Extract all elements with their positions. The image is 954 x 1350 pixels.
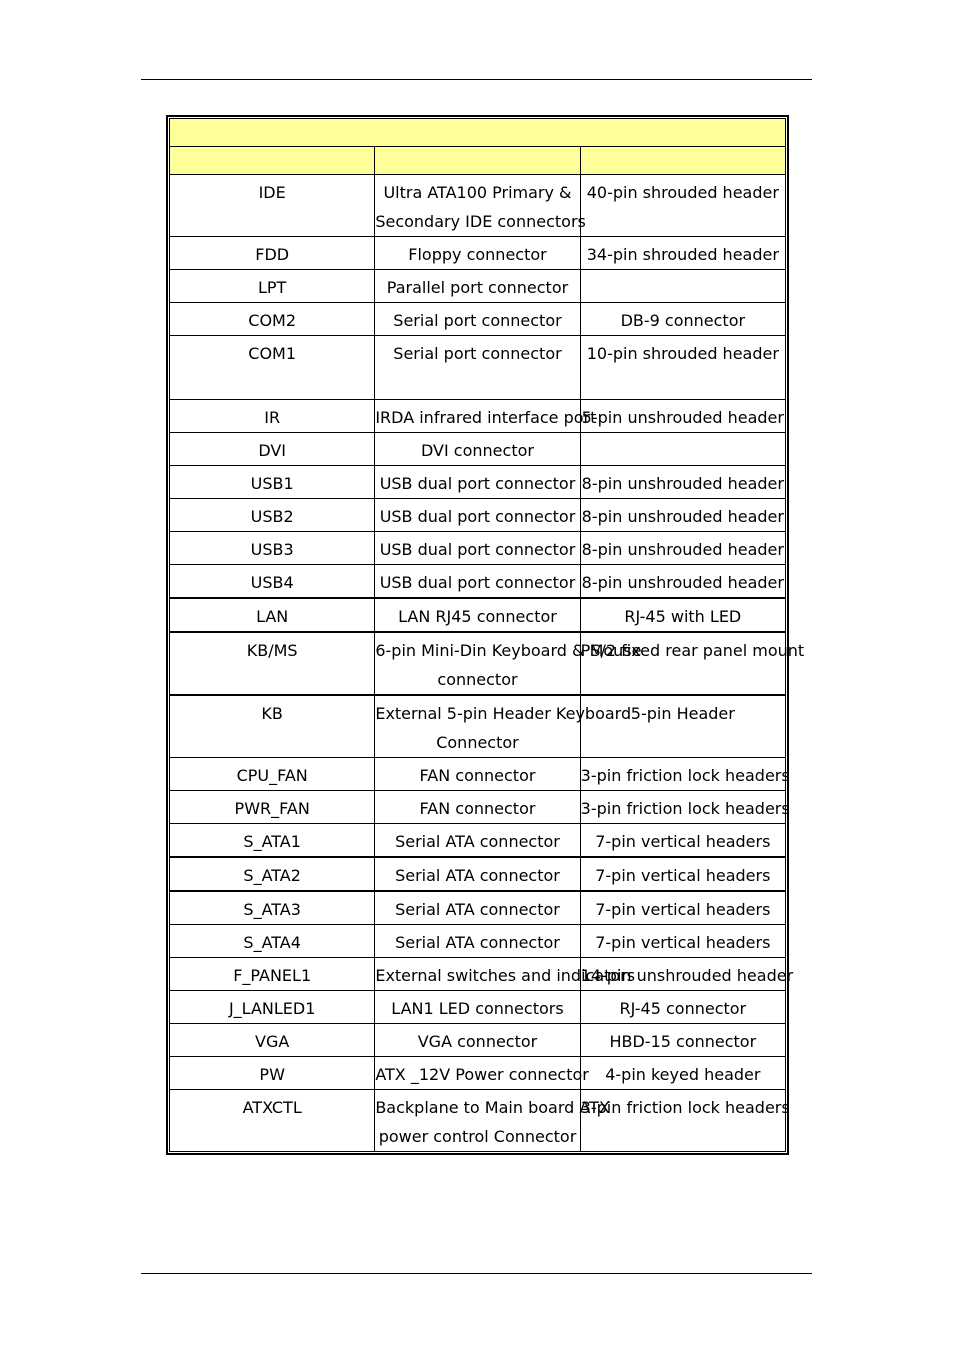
- table-row: [170, 891, 786, 925]
- table-row: [170, 466, 786, 499]
- connector-name: S_ATA4: [170, 925, 375, 958]
- table-title-row: [170, 119, 786, 147]
- table-row: [170, 565, 786, 599]
- connector-type: 5-pin Header: [580, 695, 785, 758]
- connector-function: [375, 632, 642, 695]
- connector-type: 3-pin friction lock headers: [580, 758, 785, 791]
- table-row: [170, 824, 786, 858]
- connector-function: FAN connector: [375, 791, 580, 824]
- table-row: [170, 499, 786, 532]
- connector-type: 3-pin friction lock headers: [580, 1090, 785, 1152]
- connector-name: USB4: [170, 565, 375, 599]
- table-row: [170, 598, 786, 632]
- connector-name: DVI: [170, 433, 375, 466]
- header-connector: [170, 147, 375, 175]
- connector-function: LAN RJ45 connector: [375, 598, 580, 632]
- table-row: [170, 433, 786, 466]
- connector-type: 34-pin shrouded header: [580, 237, 785, 270]
- connector-name: USB3: [170, 532, 375, 565]
- connector-function: LAN1 LED connectors: [375, 991, 580, 1024]
- connector-type: 8-pin unshrouded header: [580, 466, 785, 499]
- connector-type: [580, 433, 785, 466]
- table-row: [170, 695, 786, 758]
- connector-function-line: Ultra ATA100 Primary &: [383, 183, 572, 202]
- connector-name: VGA: [170, 1024, 375, 1057]
- table-row: [170, 1024, 786, 1057]
- connector-function: [375, 175, 586, 237]
- header-type: [580, 147, 785, 175]
- connector-name: USB2: [170, 499, 375, 532]
- connector-function: Serial port connector: [375, 336, 580, 400]
- connector-type: [580, 270, 785, 303]
- connector-type: 40-pin shrouded header: [580, 175, 785, 237]
- table-header-row: [170, 147, 786, 175]
- connector-type: 14-pin unshrouded header: [580, 958, 785, 991]
- table-row: [170, 400, 786, 433]
- connector-name: IDE: [170, 175, 375, 237]
- table-row: [170, 958, 786, 991]
- connector-type: 7-pin vertical headers: [580, 857, 785, 891]
- connector-name: F_PANEL1: [170, 958, 375, 991]
- connector-name: LAN: [170, 598, 375, 632]
- connector-type: DB-9 connector: [580, 303, 785, 336]
- connector-function: [375, 695, 632, 758]
- connector-function: Parallel port connector: [375, 270, 580, 303]
- connector-table: [169, 118, 805, 1152]
- connector-type: 10-pin shrouded header: [580, 336, 785, 400]
- connector-function: [375, 1090, 610, 1152]
- connector-function: IRDA infrared interface port: [375, 400, 580, 433]
- connector-type: 4-pin keyed header: [580, 1057, 785, 1090]
- connector-function: USB dual port connector: [375, 565, 580, 599]
- connector-name: USB1: [170, 466, 375, 499]
- connector-type: RJ-45 with LED: [580, 598, 785, 632]
- connector-function: USB dual port connector: [375, 499, 580, 532]
- table-title: [170, 119, 786, 147]
- connector-name: ATXCTL: [170, 1090, 375, 1152]
- connector-type: 7-pin vertical headers: [580, 891, 785, 925]
- connector-type: 8-pin unshrouded header: [580, 565, 785, 599]
- connector-function-line: External 5-pin Header Keyboard: [375, 704, 632, 723]
- connector-name: CPU_FAN: [170, 758, 375, 791]
- connector-name: LPT: [170, 270, 375, 303]
- connector-type: 7-pin vertical headers: [580, 824, 785, 858]
- table-row: [170, 925, 786, 958]
- connector-type: 5-pin unshrouded header: [580, 400, 785, 433]
- connector-function: Floppy connector: [375, 237, 580, 270]
- connector-function: ATX _12V Power connector: [375, 1057, 580, 1090]
- connector-type: 7-pin vertical headers: [580, 925, 785, 958]
- connector-name: S_ATA2: [170, 857, 375, 891]
- table-row: [170, 991, 786, 1024]
- table-row: [170, 1057, 786, 1090]
- connector-name: PWR_FAN: [170, 791, 375, 824]
- connector-name: J_LANLED1: [170, 991, 375, 1024]
- table-row: [170, 270, 786, 303]
- table-row: [170, 175, 786, 237]
- connector-type: 8-pin unshrouded header: [580, 499, 785, 532]
- connector-function-line: 6-pin Mini-Din Keyboard & Mouse: [375, 641, 642, 660]
- connector-name: PW: [170, 1057, 375, 1090]
- table-row: [170, 532, 786, 565]
- connector-function-line: Connector: [436, 733, 519, 752]
- connector-table-frame: [166, 115, 805, 1155]
- connector-function: Serial ATA connector: [375, 925, 580, 958]
- connector-function: VGA connector: [375, 1024, 580, 1057]
- footer-rule: [141, 1273, 812, 1274]
- header-function: [375, 147, 580, 175]
- connector-name: S_ATA3: [170, 891, 375, 925]
- connector-function: USB dual port connector: [375, 466, 580, 499]
- table-row: [170, 758, 786, 791]
- connector-name: FDD: [170, 237, 375, 270]
- connector-name: KB: [170, 695, 375, 758]
- connector-function-line: connector: [437, 670, 518, 689]
- table-row: [170, 1090, 786, 1152]
- connector-function: Serial port connector: [375, 303, 580, 336]
- connector-name: KB/MS: [170, 632, 375, 695]
- connector-function: Serial ATA connector: [375, 891, 580, 925]
- connector-type: HBD-15 connector: [580, 1024, 785, 1057]
- table-row: [170, 857, 786, 891]
- connector-function: Serial ATA connector: [375, 824, 580, 858]
- table-row: [170, 791, 786, 824]
- connector-type: 8-pin unshrouded header: [580, 532, 785, 565]
- connector-function: USB dual port connector: [375, 532, 580, 565]
- connector-name: COM2: [170, 303, 375, 336]
- connector-type: PS/2 fixed rear panel mount: [580, 632, 785, 695]
- table-row: [170, 303, 786, 336]
- connector-function: Serial ATA connector: [375, 857, 580, 891]
- connector-name: COM1: [170, 336, 375, 400]
- connector-name: IR: [170, 400, 375, 433]
- header-rule: [141, 79, 812, 80]
- connector-name: S_ATA1: [170, 824, 375, 858]
- connector-function-line: power control Connector: [378, 1127, 577, 1146]
- connector-function-line: Backplane to Main board ATX: [375, 1098, 610, 1117]
- connector-function: External switches and indicators: [375, 958, 580, 991]
- connector-type: 3-pin friction lock headers: [580, 791, 785, 824]
- connector-function-line: Secondary IDE connectors: [375, 212, 586, 231]
- table-row: [170, 336, 786, 400]
- table-row: [170, 237, 786, 270]
- connector-function: FAN connector: [375, 758, 580, 791]
- connector-function: DVI connector: [375, 433, 580, 466]
- connector-type: RJ-45 connector: [580, 991, 785, 1024]
- table-row: [170, 632, 786, 695]
